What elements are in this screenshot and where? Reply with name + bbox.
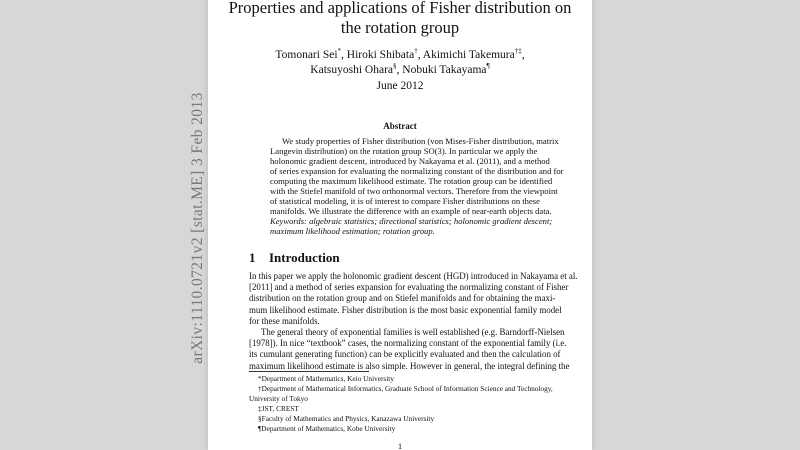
footnote-keio: *Department of Mathematics, Keio University: [258, 374, 394, 383]
section-title: Introduction: [269, 250, 340, 265]
section-number: 1: [249, 250, 256, 265]
body-line: mum likelihood estimate. Fisher distribution is the most basic exponential family model: [249, 304, 562, 315]
body-line: In this paper we apply the holonomic gradient descent (HGD) introduced in Nakayama et al.: [249, 271, 578, 281]
author-ohara: Katsuyoshi Ohara: [310, 63, 394, 76]
body-line: its cumulant generating function) can be explicitly evaluated and then the calculation of: [249, 349, 561, 360]
author-shibata: , Hiroki Shibata: [341, 48, 415, 61]
author-mark: *: [337, 47, 342, 55]
page-number: 1: [397, 441, 403, 450]
body-line: The general theory of exponential families is well established (e.g. Barndorff-Nielsen: [261, 326, 565, 337]
abstract-line: of statistical modeling, it is of interest to compare Fisher distributions on these: [270, 196, 540, 206]
introduction-body: [249, 271, 592, 372]
abstract-line: manifolds. We illustrate the difference with an example of near-earth objects data.: [270, 206, 552, 216]
body-line: maximum likelihood estimate is also simple. However in general, the integral defining the: [249, 360, 570, 371]
footnote-tokyo: †Department of Mathematical Informatics, Graduate School of Information Science and Technology,: [258, 384, 553, 393]
footnote-tokyo-continued: University of Tokyo: [249, 394, 308, 403]
author-mark: †‡: [514, 47, 522, 55]
abstract-keywords-line: Keywords: algebraic statistics; directional statistics; holonomic gradient descent;: [270, 216, 553, 226]
author-mark: ¶: [486, 62, 490, 70]
author-takemura: , Akimichi Takemura: [417, 48, 515, 61]
footnote-kobe: ¶Department of Mathematics, Kobe University: [258, 424, 396, 433]
footnote-divider: [249, 371, 369, 372]
paper-title-line-2: the rotation group: [340, 18, 460, 37]
paper-page: [208, 0, 592, 450]
paper-date: June 2012: [376, 80, 424, 92]
body-line: [2011] and a method of series expansion for evaluating the normalizing constant of Fisher: [249, 282, 569, 293]
body-line: distribution on the rotation group and on Stiefel manifolds and for obtaining the maxi-: [249, 293, 556, 304]
author-mark: †: [414, 47, 418, 55]
abstract-line: of series expansion for evaluating the normalizing constant of the distribution and for: [270, 166, 564, 176]
abstract-line: with the Stiefel manifold of two orthonormal vectors. Therefore from the viewpoint: [270, 186, 558, 196]
author-mark: §: [393, 62, 397, 70]
abstract-line: holonomic gradient descent, introduced by Nakayama et al. (2011), and a method: [270, 156, 550, 166]
body-line: for these manifolds.: [249, 315, 320, 326]
footnotes: [249, 374, 592, 434]
paper-title-line-1: Properties and applications of Fisher distribution on: [228, 0, 572, 17]
abstract-keywords-line: maximum likelihood estimation; rotation group.: [270, 226, 435, 236]
body-line: [1978]). In nice “textbook” cases, the normalizing constant of the exponential family (i.e.: [249, 338, 567, 349]
author-separator: ,: [521, 48, 525, 61]
author-sei: Tomonari Sei: [275, 48, 338, 61]
abstract-line: We study properties of Fisher distribution (von Mises-Fisher distribution, matrix: [282, 136, 559, 146]
authors-line-2: [208, 58, 592, 79]
abstract-heading: Abstract: [383, 121, 417, 131]
section-heading-introduction: [249, 250, 340, 266]
abstract-line: computing the maximum likelihood estimate. The rotation group can be identified: [270, 176, 553, 186]
arxiv-side-stamp: arXiv:1110.0721v2 [stat.ME] 3 Feb 2013: [189, 92, 206, 364]
abstract-body: [270, 136, 572, 236]
abstract-line: Langevin distribution) on the rotation group SO(3). In particular we apply the: [270, 146, 538, 156]
author-takayama: , Nobuki Takayama: [396, 63, 487, 76]
footnote-jst: ‡JST, CREST: [258, 404, 299, 413]
footnote-kanazawa: §Faculty of Mathematics and Physics, Kanazawa University: [258, 414, 435, 423]
